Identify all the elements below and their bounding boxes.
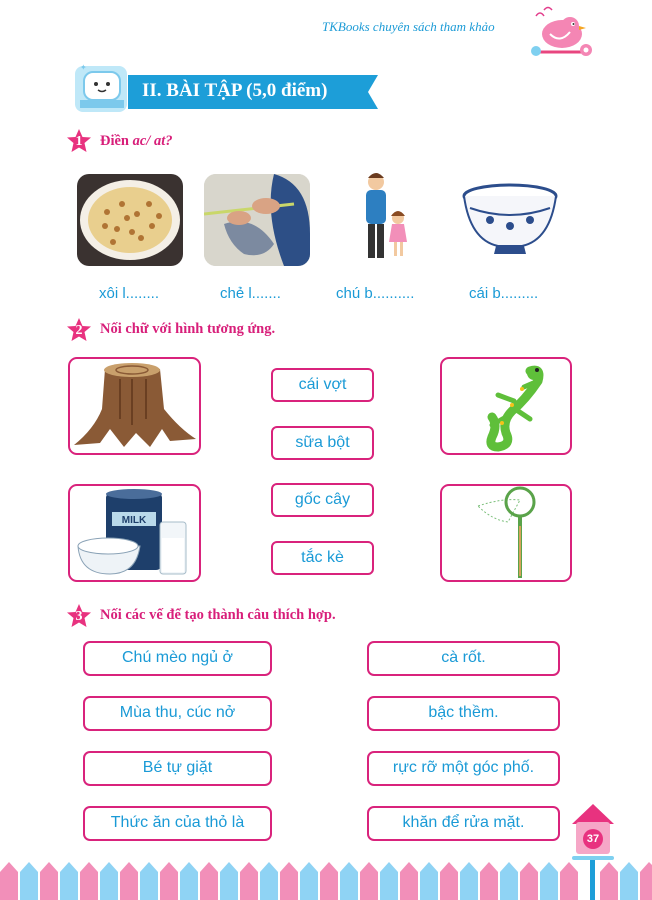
sentence-right-4[interactable]: khăn để rửa mặt. [367,806,560,841]
bamboo-splitting-image [204,174,310,266]
question-2-text: Nối chữ với hình tương ứng. [100,321,276,337]
word-box-2[interactable]: sữa bột [271,426,374,460]
bamboo-splitting-photo [204,174,310,266]
sentence-right-3[interactable]: rực rỡ một góc phố. [367,751,560,786]
question-1-italic: ac/ at? [132,133,173,149]
svg-text:✦: ✦ [80,63,87,72]
sticky-rice-image [77,174,183,266]
question-number: 3 [75,609,83,624]
sentence-right-2[interactable]: bậc thềm. [367,696,560,731]
word-box-1[interactable]: cái vợt [271,368,374,402]
gecko-box[interactable] [440,357,572,455]
sentence-left-1[interactable]: Chú mèo ngủ ở [83,641,272,676]
fill-word-1[interactable]: xôi l........ [99,285,160,302]
milk-powder-box[interactable] [68,484,201,582]
fill-word-4[interactable]: cái b......... [469,285,539,302]
milk-label: MILK [121,515,147,526]
net-box[interactable] [440,484,572,582]
fill-word-2[interactable]: chẻ l....... [220,285,281,302]
uncle-and-girl-image [358,170,414,266]
sentence-right-1[interactable]: cà rốt. [367,641,560,676]
question-1-text [100,133,173,150]
birdhouse-icon [568,800,618,900]
word-box-3[interactable]: gốc cây [271,483,374,517]
fill-word-3[interactable]: chú b.......... [336,285,415,302]
tree-stump-image [70,359,199,453]
question-number: 1 [75,134,83,149]
question-number: 2 [75,323,83,338]
header-brand: TKBooks chuyên sách tham khảo [322,19,495,34]
question-3-text: Nối các vế để tạo thành câu thích hợp. [100,607,336,623]
bird-icon [520,4,600,60]
question-1-prefix: Điền [100,133,133,149]
fence-decoration [0,858,652,900]
milk-powder-image [70,486,199,580]
tree-stump-box[interactable] [68,357,201,455]
sentence-left-3[interactable]: Bé tự giặt [83,751,272,786]
gecko-image [442,359,570,453]
sentence-left-4[interactable]: Thức ăn của thỏ là [83,806,272,841]
butterfly-net-image [442,486,570,580]
porcelain-bowl-image [460,182,560,262]
sticky-rice-photo [77,174,183,266]
page-number: 37 [586,833,600,845]
word-box-4[interactable]: tắc kè [271,541,374,575]
section-title: II. BÀI TẬP (5,0 điểm) [142,80,328,101]
sentence-left-2[interactable]: Mùa thu, cúc nở [83,696,272,731]
